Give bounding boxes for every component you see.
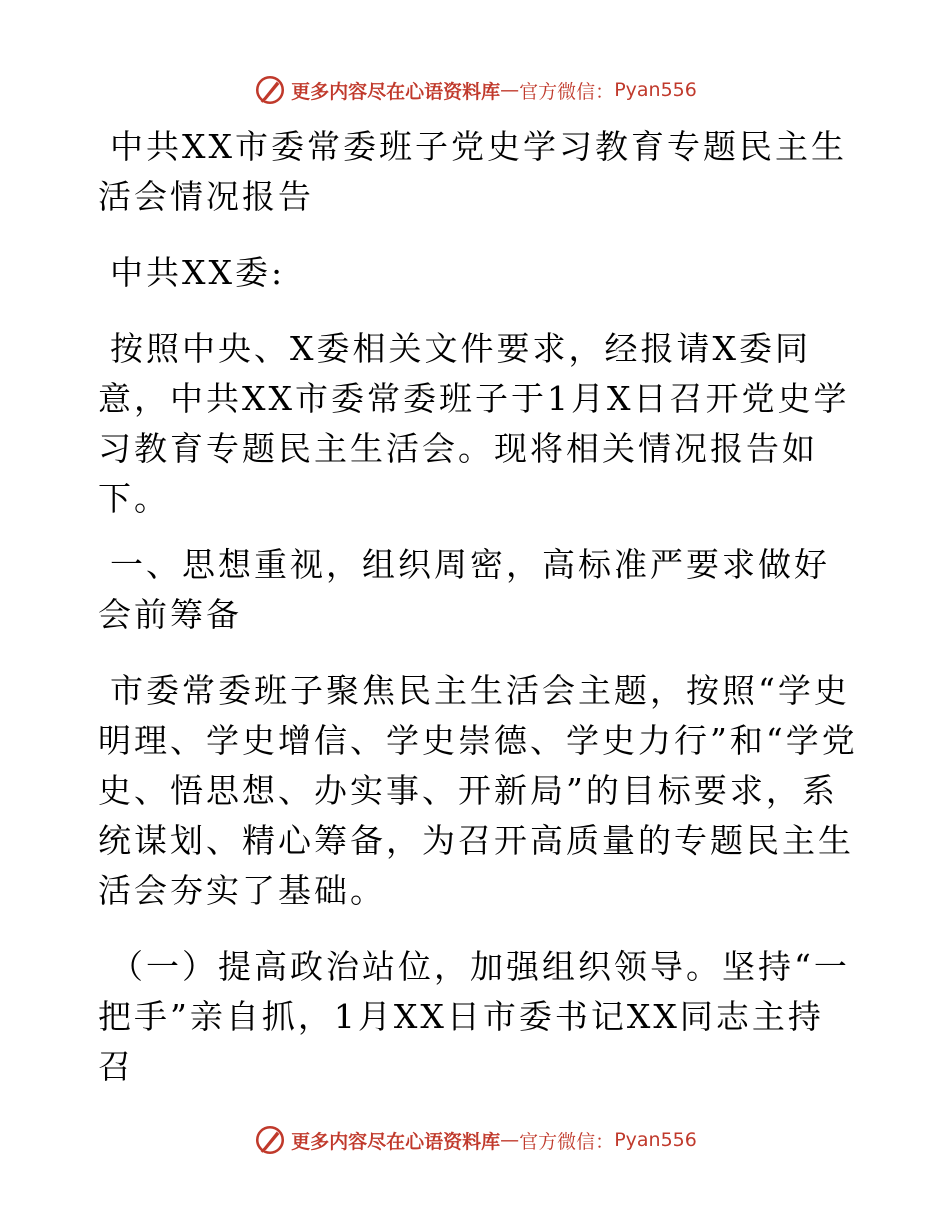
footer-watermark bbox=[0, 1120, 950, 1160]
watermark-wechat-id: Pyan556 bbox=[614, 1129, 697, 1151]
pen-quill-logo-icon bbox=[253, 1123, 287, 1157]
watermark-dash: — bbox=[500, 1129, 520, 1151]
document-title: 中共XX市委常委班子党史学习教育专题民主生活会情况报告 bbox=[98, 127, 847, 216]
section1-body-paragraph: 市委常委班子聚焦民主生活会主题，按照“学史明理、学史增信、学史崇德、学史力行”和“学党史、悟思想、办实事、开新局”的目标要求，系统谋划、精心筹备，为召开高质量的专题民主生活会夯实了基础。 bbox=[98, 671, 858, 910]
watermark-wechat-id: Pyan556 bbox=[614, 79, 697, 101]
pen-quill-logo-icon bbox=[253, 73, 287, 107]
watermark-main-text: 更多内容尽在心语资料库 bbox=[291, 80, 501, 103]
document-body bbox=[98, 122, 858, 1092]
watermark-sub-text: 官方微信： bbox=[519, 1130, 615, 1153]
watermark-main-text: 更多内容尽在心语资料库 bbox=[291, 1130, 501, 1153]
document-salutation: 中共XX委: bbox=[110, 253, 286, 292]
watermark-dash: — bbox=[500, 79, 520, 101]
section1-item1-paragraph: （一）提高政治站位，加强组织领导。坚持“一把手”亲自抓，1月XX日市委书记XX同志主持召 bbox=[98, 947, 850, 1086]
header-watermark bbox=[0, 70, 950, 110]
document-intro-paragraph: 按照中央、X委相关文件要求，经报请X委同意，中共XX市委常委班子于1月X日召开党史学习教育专题民主生活会。现将相关情况报告如下。 bbox=[98, 329, 850, 518]
section1-heading: 一、思想重视，组织周密，高标准严要求做好会前筹备 bbox=[98, 545, 830, 634]
watermark-sub-text: 官方微信： bbox=[519, 80, 615, 103]
